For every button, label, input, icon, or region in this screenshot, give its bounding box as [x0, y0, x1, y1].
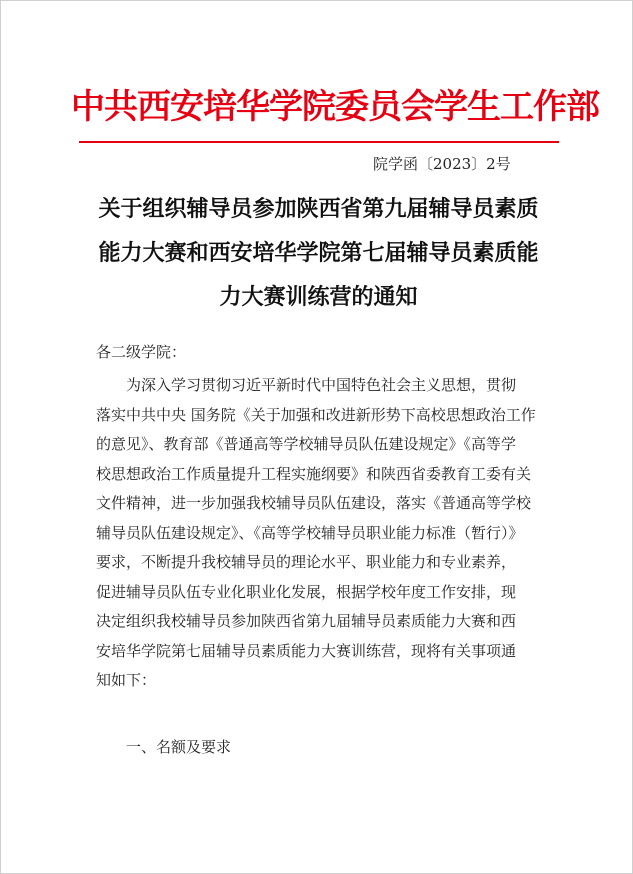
document-number: 院学函〔2023〕2号 [373, 155, 511, 173]
body-paragraph [96, 371, 561, 696]
body-line: 为深入学习贯彻习近平新时代中国特色社会主义思想，贯彻 [96, 376, 517, 394]
body-line: 落实中共中央 国务院《关于加强和改进新形势下高校思想政治工作 [96, 405, 536, 424]
notice-title [71, 187, 566, 319]
body-line: 校思想政治工作质量提升工程实施纲要》和陕西省委教育工委有关 [96, 464, 532, 483]
body-line: 决定组织我校辅导员参加陕西省第九届辅导员素质能力大赛和西 [96, 612, 517, 630]
body-line: 的意见》、教育部《普通高等学校辅导员队伍建设规定》《高等学 [96, 435, 517, 453]
letterhead-red-rule [79, 141, 559, 143]
section-heading: 一、名额及要求 [126, 738, 232, 756]
body-line: 文件精神，进一步加强我校辅导员队伍建设，落实《普通高等学校 [96, 494, 532, 512]
notice-title-line: 能力大赛和西安培华学院第七届辅导员素质能 [98, 240, 539, 266]
notice-title-line: 力大赛训练营的通知 [219, 284, 418, 310]
body-line: 辅导员队伍建设规定》、《高等学校辅导员职业能力标准（暂行）》 [96, 523, 524, 542]
body-line: 促进辅导员队伍专业化职业化发展，根据学校年度工作安排，现 [96, 582, 517, 601]
body-line: 要求，不断提升我校辅导员的理论水平、职业能力和专业素养， [96, 553, 517, 571]
letterhead-title: 中共西安培华学院委员会学生工作部 [71, 87, 599, 127]
body-line: 安培华学院第七届辅导员素质能力大赛训练营，现将有关事项通 [96, 641, 517, 660]
salutation: 各二级学院： [96, 343, 187, 361]
notice-title-line: 关于组织辅导员参加陕西省第九届辅导员素质 [98, 196, 539, 222]
body-line: 知如下： [96, 671, 157, 689]
